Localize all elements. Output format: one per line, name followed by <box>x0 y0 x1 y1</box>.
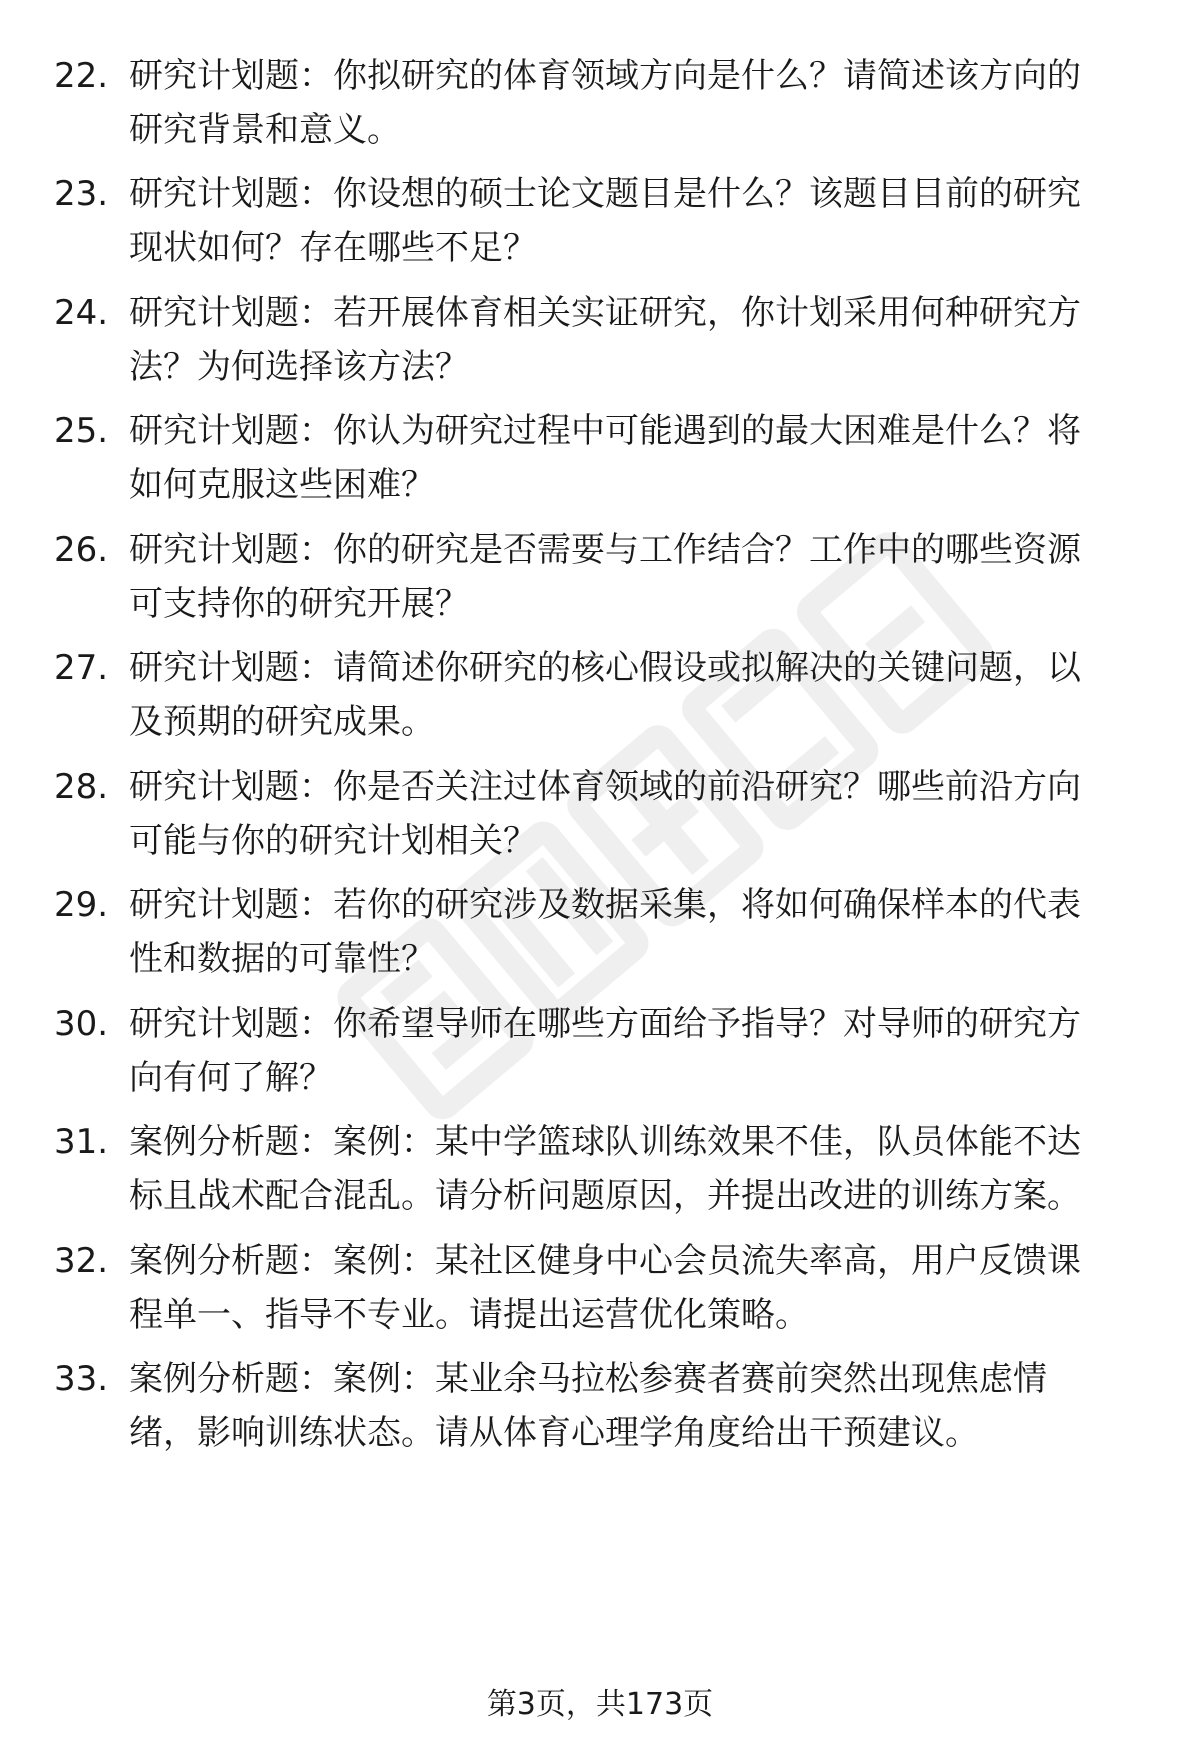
item-text-line: 向有何了解？ <box>129 1058 333 1098</box>
list-item <box>0 287 1200 397</box>
item-text-line: 研究计划题：若开展体育相关实证研究，你计划采用何种研究方 <box>129 293 1081 333</box>
item-number: 27. <box>54 648 109 688</box>
list-item <box>0 405 1200 515</box>
item-text-line: 研究计划题：你的研究是否需要与工作结合？工作中的哪些资源 <box>129 530 1081 570</box>
list-item <box>0 642 1200 752</box>
item-text-line: 研究计划题：你设想的硕士论文题目是什么？该题目目前的研究 <box>129 174 1081 214</box>
item-number: 31. <box>54 1122 109 1162</box>
item-text-line: 标且战术配合混乱。请分析问题原因，并提出改进的训练方案。 <box>129 1176 1081 1216</box>
item-text-line: 可能与你的研究计划相关？ <box>129 821 537 861</box>
list-item <box>0 50 1200 160</box>
item-text-line: 研究背景和意义。 <box>129 110 401 150</box>
item-number: 26. <box>54 530 109 570</box>
item-text-line: 可支持你的研究开展？ <box>129 584 469 624</box>
item-text-line: 研究计划题：请简述你研究的核心假设或拟解决的关键问题，以 <box>129 648 1081 688</box>
item-text-line: 研究计划题：你是否关注过体育领域的前沿研究？哪些前沿方向 <box>129 767 1081 807</box>
list-item <box>0 524 1200 634</box>
item-text-line: 研究计划题：你希望导师在哪些方面给予指导？对导师的研究方 <box>129 1004 1081 1044</box>
item-number: 25. <box>54 411 109 451</box>
item-text-line: 现状如何？存在哪些不足？ <box>129 228 537 268</box>
list-item <box>0 1353 1200 1463</box>
item-text-line: 研究计划题：若你的研究涉及数据采集，将如何确保样本的代表 <box>129 885 1081 925</box>
item-number: 24. <box>54 293 109 333</box>
item-number: 23. <box>54 174 109 214</box>
list-item <box>0 879 1200 989</box>
list-item <box>0 998 1200 1108</box>
list-item <box>0 761 1200 871</box>
page-number-footer: 第3页，共173页 <box>486 1687 714 1722</box>
item-number: 29. <box>54 885 109 925</box>
item-text-line: 研究计划题：你拟研究的体育领域方向是什么？请简述该方向的 <box>129 56 1081 96</box>
item-number: 28. <box>54 767 109 807</box>
item-text-line: 案例分析题：案例：某业余马拉松参赛者赛前突然出现焦虑情 <box>129 1359 1047 1399</box>
item-text-line: 及预期的研究成果。 <box>129 702 435 742</box>
list-item <box>0 168 1200 278</box>
item-number: 22. <box>54 56 109 96</box>
item-number: 33. <box>54 1359 109 1399</box>
item-text-line: 法？为何选择该方法？ <box>129 347 469 387</box>
item-text-line: 案例分析题：案例：某社区健身中心会员流失率高，用户反馈课 <box>129 1241 1081 1281</box>
item-text-line: 研究计划题：你认为研究过程中可能遇到的最大困难是什么？将 <box>129 411 1081 451</box>
item-text-line: 绪，影响训练状态。请从体育心理学角度给出干预建议。 <box>129 1413 979 1453</box>
item-text-line: 性和数据的可靠性？ <box>129 939 435 979</box>
item-number: 30. <box>54 1004 109 1044</box>
item-text-line: 如何克服这些困难？ <box>129 465 435 505</box>
item-number: 32. <box>54 1241 109 1281</box>
list-item <box>0 1235 1200 1345</box>
item-text-line: 程单一、指导不专业。请提出运营优化策略。 <box>129 1295 809 1335</box>
list-item <box>0 1116 1200 1226</box>
item-text-line: 案例分析题：案例：某中学篮球队训练效果不佳，队员体能不达 <box>129 1122 1081 1162</box>
